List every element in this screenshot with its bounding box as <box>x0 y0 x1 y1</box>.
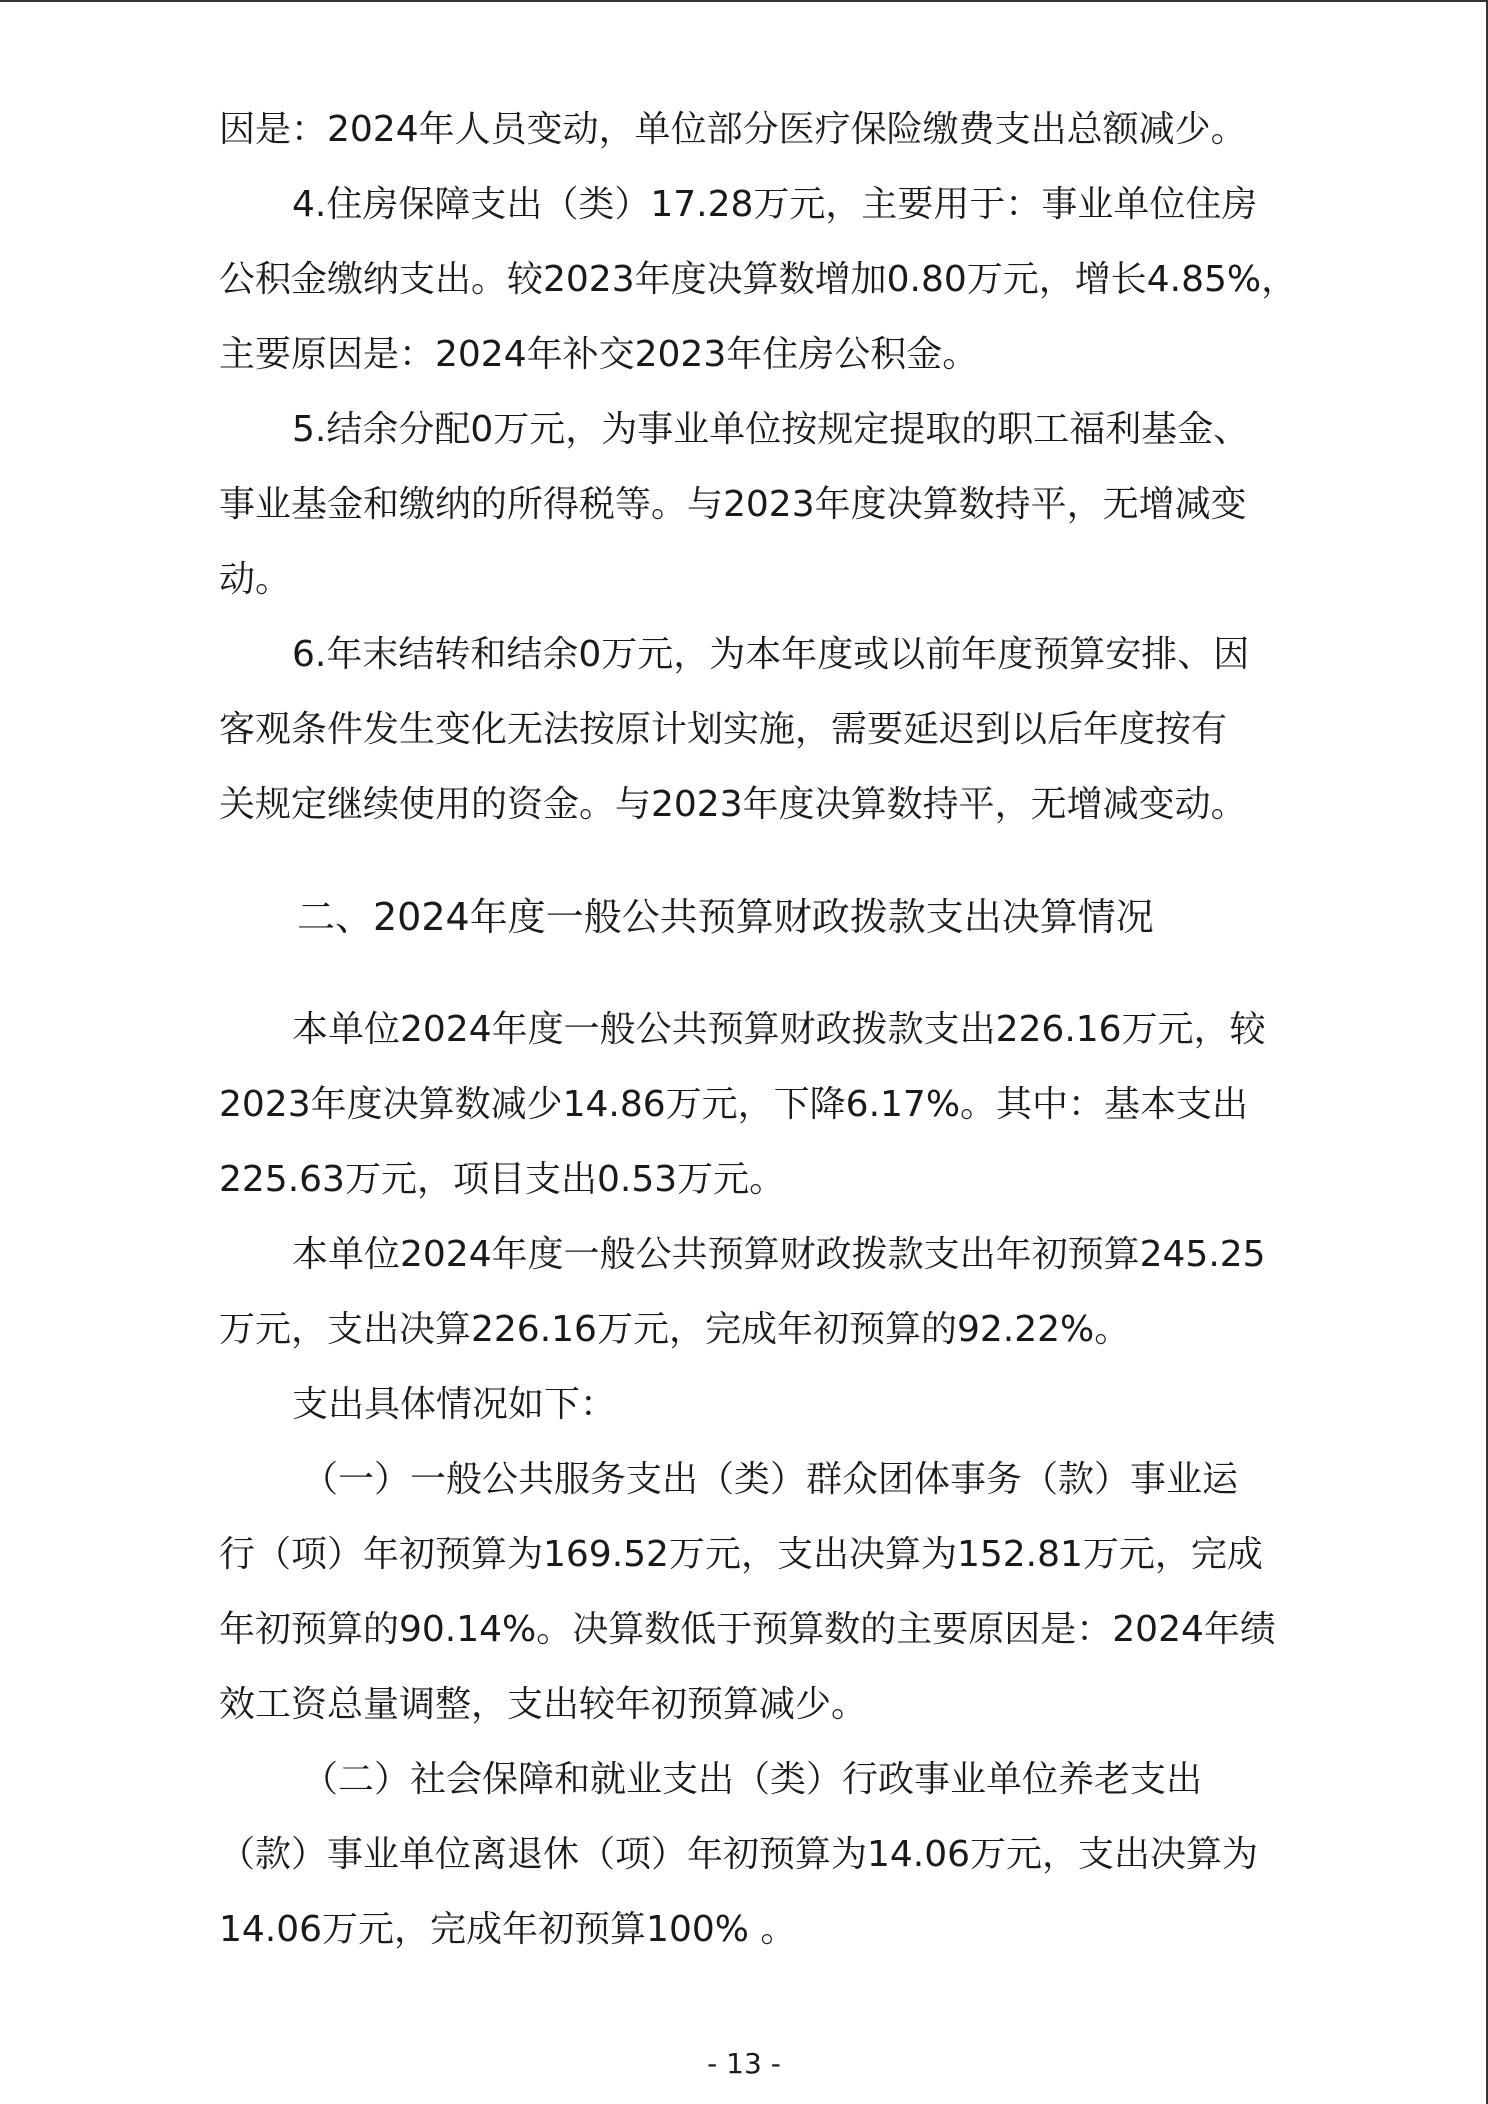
paragraph-line: （款）事业单位离退休（项）年初预算为14.06万元，支出决算为 <box>219 1834 1259 1875</box>
page-number: - 13 - <box>707 2047 781 2080</box>
paragraph-line: 万元，支出决算226.16万元，完成年初预算的92.22%。 <box>219 1309 1131 1350</box>
paragraph-line: 4.住房保障支出（类）17.28万元，主要用于：事业单位住房 <box>292 184 1258 225</box>
paragraph-line: 事业基金和缴纳的所得税等。与2023年度决算数持平，无增减变 <box>219 484 1247 525</box>
paragraph-line: 公积金缴纳支出。较2023年度决算数增加0.80万元，增长4.85%， <box>219 259 1298 300</box>
paragraph-line: 2023年度决算数减少14.86万元，下降6.17%。其中：基本支出 <box>219 1084 1249 1125</box>
paragraph-line: 14.06万元，完成年初预算100% 。 <box>219 1909 797 1950</box>
paragraph-line: 6.年末结转和结余0万元，为本年度或以前年度预算安排、因 <box>292 634 1250 675</box>
paragraph-line: 本单位2024年度一般公共预算财政拨款支出年初预算245.25 <box>292 1234 1266 1275</box>
paragraph-line: 本单位2024年度一般公共预算财政拨款支出226.16万元，较 <box>292 1009 1266 1050</box>
paragraph-line: 动。 <box>219 559 292 600</box>
paragraph-line: 客观条件发生变化无法按原计划实施，需要延迟到以后年度按有 <box>219 709 1228 750</box>
paragraph-line: （一）一般公共服务支出（类）群众团体事务（款）事业运 <box>302 1459 1239 1500</box>
paragraph-line: 年初预算的90.14%。决算数低于预算数的主要原因是：2024年绩 <box>219 1609 1276 1650</box>
paragraph-line: 支出具体情况如下： <box>292 1384 617 1425</box>
paragraph-line: 因是：2024年人员变动，单位部分医疗保险缴费支出总额减少。 <box>219 109 1247 150</box>
paragraph-line: 行（项）年初预算为169.52万元，支出决算为152.81万元，完成 <box>219 1534 1263 1575</box>
paragraph-line: 5.结余分配0万元，为事业单位按规定提取的职工福利基金、 <box>292 409 1250 450</box>
paragraph-line: 225.63万元，项目支出0.53万元。 <box>219 1159 786 1200</box>
paragraph-line: 效工资总量调整，支出较年初预算减少。 <box>219 1684 868 1725</box>
section-heading: 二、2024年度一般公共预算财政拨款支出决算情况 <box>297 895 1154 939</box>
paragraph-line: 主要原因是：2024年补交2023年住房公积金。 <box>219 334 979 375</box>
paragraph-line: （二）社会保障和就业支出（类）行政事业单位养老支出 <box>302 1759 1203 1800</box>
paragraph-line: 关规定继续使用的资金。与2023年度决算数持平，无增减变动。 <box>219 784 1247 825</box>
